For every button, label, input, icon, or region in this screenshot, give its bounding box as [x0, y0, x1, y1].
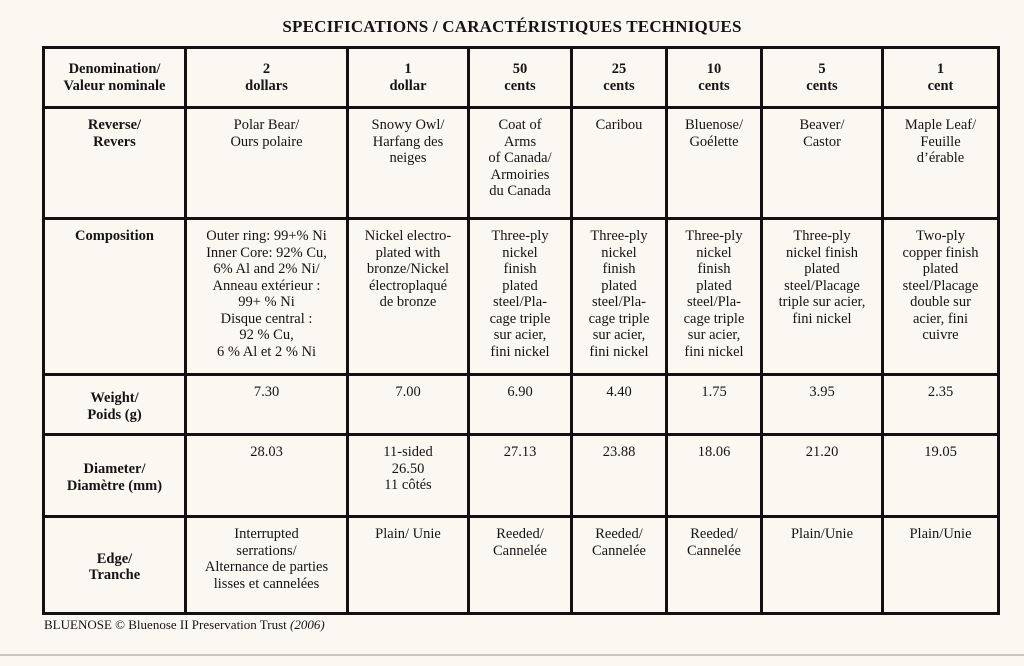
- cell-reverse: Bluenose/ Goélette: [667, 108, 762, 219]
- row-header-diameter: Diameter/ Diamètre (mm): [44, 435, 186, 517]
- cell-reverse: Maple Leaf/ Feuille d’érable: [883, 108, 999, 219]
- page-title: SPECIFICATIONS / CARACTÉRISTIQUES TECHNIQUES: [282, 17, 742, 36]
- cell-weight: 7.30: [186, 375, 348, 435]
- footer-credit: [44, 617, 325, 633]
- row-header-composition: Composition: [44, 219, 186, 375]
- cell-diameter: 27.13: [469, 435, 572, 517]
- cell-denomination: 1 cent: [883, 48, 999, 108]
- cell-denomination: 10 cents: [667, 48, 762, 108]
- row-diameter: [44, 435, 999, 517]
- cell-reverse: Coat of Arms of Canada/ Armoiries du Canada: [469, 108, 572, 219]
- cell-composition: Three-ply nickel finish plated steel/Pla- cage triple sur acier, fini nickel: [572, 219, 667, 375]
- cell-denomination: 2 dollars: [186, 48, 348, 108]
- cell-composition: Outer ring: 99+% Ni Inner Core: 92% Cu, 6% Al and 2% Ni/ Anneau extérieur : 99+ % Ni Disque central : 92 % Cu, 6 % Al et 2 % Ni: [186, 219, 348, 375]
- cell-diameter: 21.20: [762, 435, 883, 517]
- cell-diameter: 23.88: [572, 435, 667, 517]
- cell-edge: Reeded/ Cannelée: [469, 517, 572, 614]
- cell-edge: Reeded/ Cannelée: [572, 517, 667, 614]
- cell-composition: Three-ply nickel finish plated steel/Placage triple sur acier, fini nickel: [762, 219, 883, 375]
- footer-text: BLUENOSE © Bluenose II Preservation Trust: [44, 617, 287, 632]
- cell-edge: Plain/Unie: [762, 517, 883, 614]
- row-reverse: [44, 108, 999, 219]
- footer-year: (2006): [290, 617, 325, 632]
- cell-weight: 2.35: [883, 375, 999, 435]
- cell-edge: Reeded/ Cannelée: [667, 517, 762, 614]
- cell-denomination: 25 cents: [572, 48, 667, 108]
- cell-reverse: Polar Bear/ Ours polaire: [186, 108, 348, 219]
- cell-reverse: Beaver/ Castor: [762, 108, 883, 219]
- cell-diameter: 18.06: [667, 435, 762, 517]
- cell-reverse: Caribou: [572, 108, 667, 219]
- cell-weight: 4.40: [572, 375, 667, 435]
- cell-weight: 6.90: [469, 375, 572, 435]
- row-edge: [44, 517, 999, 614]
- cell-denomination: 1 dollar: [348, 48, 469, 108]
- cell-denomination: 5 cents: [762, 48, 883, 108]
- row-header-denomination: Denomination/ Valeur nominale: [44, 48, 186, 108]
- cell-composition: Nickel electro- plated with bronze/Nickel électroplaqué de bronze: [348, 219, 469, 375]
- row-weight: [44, 375, 999, 435]
- row-header-reverse: Reverse/ Revers: [44, 108, 186, 219]
- cell-edge: Interrupted serrations/ Alternance de parties lisses et cannelées: [186, 517, 348, 614]
- row-composition: [44, 219, 999, 375]
- row-header-edge: Edge/ Tranche: [44, 517, 186, 614]
- cell-weight: 3.95: [762, 375, 883, 435]
- cell-diameter: 11-sided 26.50 11 côtés: [348, 435, 469, 517]
- cell-composition: Three-ply nickel finish plated steel/Pla- cage triple sur acier, fini nickel: [667, 219, 762, 375]
- cell-weight: 1.75: [667, 375, 762, 435]
- cell-edge: Plain/ Unie: [348, 517, 469, 614]
- cell-edge: Plain/Unie: [883, 517, 999, 614]
- cell-diameter: 19.05: [883, 435, 999, 517]
- cell-weight: 7.00: [348, 375, 469, 435]
- cell-denomination: 50 cents: [469, 48, 572, 108]
- cell-composition: Three-ply nickel finish plated steel/Pla- cage triple sur acier, fini nickel: [469, 219, 572, 375]
- cell-diameter: 28.03: [186, 435, 348, 517]
- cell-reverse: Snowy Owl/ Harfang des neiges: [348, 108, 469, 219]
- bottom-divider: [0, 654, 1024, 656]
- cell-composition: Two-ply copper finish plated steel/Placage double sur acier, fini cuivre: [883, 219, 999, 375]
- row-denomination: [44, 48, 999, 108]
- spec-table: [42, 46, 1000, 615]
- row-header-weight: Weight/ Poids (g): [44, 375, 186, 435]
